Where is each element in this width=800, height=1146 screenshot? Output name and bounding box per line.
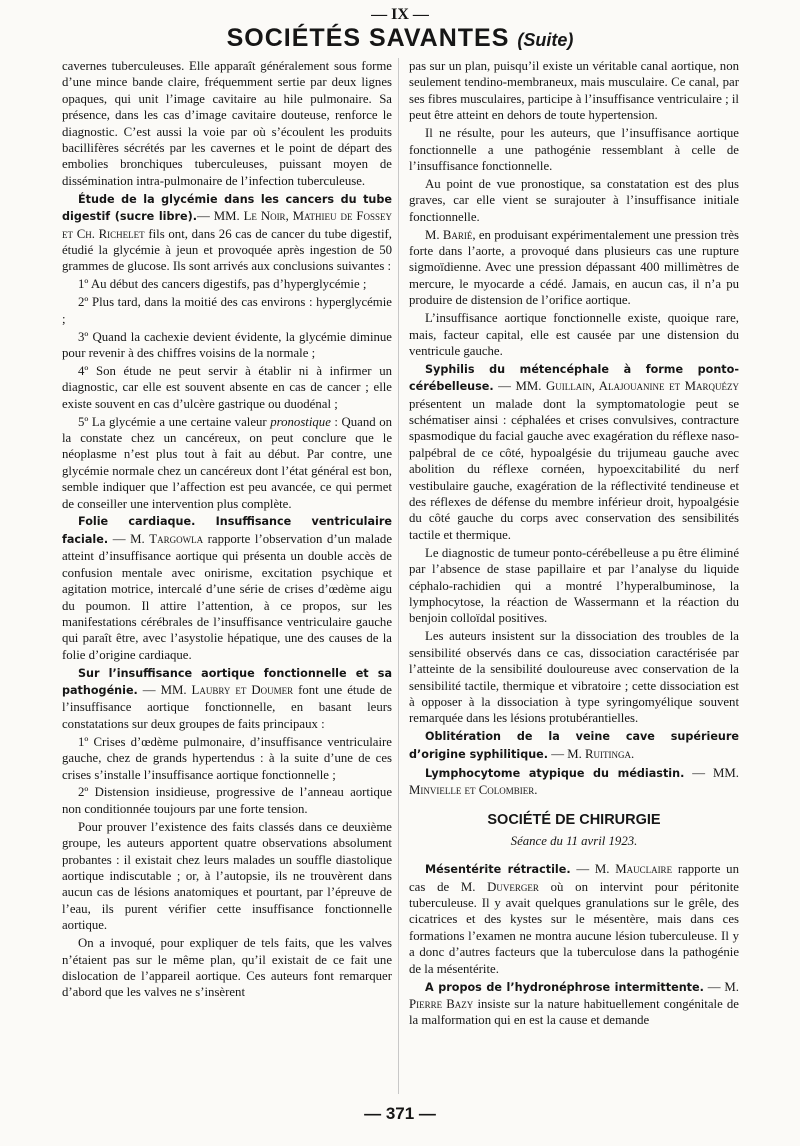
author-names: Targowla [149,531,204,546]
paragraph: On a invoqué, pour expliquer de tels faits, que les valves n’étaient pas sur le même plan, qu’il existait de ce fait une dislocation de l’appareil aortique. Ces auteurs font remarquer d’abord que les valves ne s’insèrent [62,936,392,1000]
society-heading: SOCIÉTÉ DE CHIRURGIE [487,812,661,829]
conclusion-item: 1º Au début des cancers digestifs, pas d’hyperglycémie ; [78,277,367,292]
article-heading: Étude de la glycémie dans les cancers du tube digestif (sucre libre). [62,192,392,224]
author-names: Ruitinga [585,746,632,761]
author-names: Mauclaire [615,862,673,877]
running-title [0,24,800,53]
author-names: Pierre Bazy [409,996,474,1011]
author-names: Guillain, Alajouanine et Marquézy [546,379,739,394]
conclusion-item: 2º Plus tard, dans la moitié des cas environs : hyperglycémie ; [62,295,392,326]
page-number: — 371 — [364,1104,436,1123]
paragraph: cavernes tuberculeuses. Elle apparaît généralement sous forme d’une mince bande claire, fréquemment sertie par deux lignes opaques, qui unit l’image cavitaire au hile pulmonaire. Sa présence, dans les cas d’image cavitaire douteuse, renforce le diagnostic. C’est aussi la voie par où s’écoulent les produits bacillifères sécrétés par les cavernes et le point de départ des embolies bronchiques tuberculeuses, puissant moyen de dissémination intra-pulmonaire de l’infection tuberculeuse. [62,59,392,188]
article-insuffisance-aortique: Sur l’insuffisance aortique fonctionnelle et sa pathogénie. — MM. Laubry et Doumer font une étude de l’insuffisance aortique fonctionnelle, en basant leurs constatations sur deux groupes de faits principaux : [62,666,392,731]
article-heading: Lymphocytome atypique du médiastin. [425,766,685,780]
article-heading: A propos de l’hydronéphrose intermittente. [425,980,704,994]
folio-roman: — IX — [371,6,429,23]
author-names: Laubry et Doumer [191,683,294,698]
fact-item: 2º Distension insidieuse, progressive de l’anneau aortique non conditionnée toujours par une forte tension. [62,785,392,816]
paragraph: Il ne résulte, pour les auteurs, que l’insuffisance aortique fonctionnelle a une pathogénie ressemblant à celle de l’insuffisance fonctionnelle. [409,126,739,173]
paragraph: M. Barié, en produisant expérimentalement une pression très forte dans l’aorte, a provoqué dans plusieurs cas une rupture sigmoïdienne. Avec une pression dépassant 400 millimètres de mercure, le myocarde a cédé. Jamais, en aucun cas, il n’a pu produire de distension de l’orifice aortique. [409,227,739,308]
article-lymphocytome: Lymphocytome atypique du médiastin. — MM. Minvielle et Colombier. [409,765,739,797]
article-hydronephrose: A propos de l’hydronéphrose intermittente. — M. Pierre Bazy insiste sur la nature habituellement congénitale de la malformation qui en est la cause et demande [409,979,739,1028]
session-date: Séance du 11 avril 1923. [510,833,638,848]
paragraph: pas sur un plan, puisqu’il existe un véritable canal aortique, non seulement tendino-membraneux, mais musculaire. Ce canal, par ses fibres musculaires, participe à l’insuffisance ventriculaire ; il peut être atteint en dehors de toute hypertension. [409,59,739,123]
article-heading: Mésentérite rétractile. [425,863,571,877]
article-syphilis: Syphilis du métencéphale à forme ponto-cérébelleuse. — MM. Guillain, Alajouanine et Marquézy présentent un malade dont la symptomatologie peut se schématiser ainsi : céphalées et crises convulsives, contracture spasmodique du facial gauche avec exagération du réflexe naso-palpébral de ce côté, hypoalgésie du trijumeau gauche avec abolition du réflexe cornéen, hypoexcitabilité du nerf vestibulaire gauche, exagération de la réflectivité tendineuse et des réflexes de défense du membre inférieur droit, hypoalgésie du côté gauche du corps avec conservation des sensibilités tactile et thermique. [409,362,739,542]
column-divider [398,58,399,1094]
left-column [62,58,392,1098]
paragraph: Les auteurs insistent sur la dissociation des troubles de la sensibilité observés dans ce cas, dissociation caractérisée par l’atteinte de la sensibilité douloureuse avec conservation de la sensibilité tactile, thermique et vibratoire ; cette dissociation est à opposer à la dissociation à type syringomyélique souvent remarquée dans les lésions protubérantielles. [409,629,739,726]
section-suite: (Suite) [517,30,574,50]
article-heading: Folie cardiaque. Insuffisance ventriculaire faciale. [62,515,392,546]
author-names: Duverger [487,879,539,894]
article-heading: Sur l’insuffisance aortique fonctionnelle et sa pathogénie. [62,666,392,698]
conclusion-item: 5º La glycémie a une certaine valeur pronostique : Quand on la constate chez un cancéreux, on peut conclure que le néoplasme n’est plus tout à fait au début. Par contre, une glycémie normale chez un cancéreux dont l’état général est bon, semble indiquer que l’affection est peu avancée, ce qui permet de conseiller une intervention plus complète. [62,414,392,511]
article-heading: Oblitération de la veine cave supérieure d’origine syphilitique. [409,730,739,761]
article-heading: Syphilis du métencéphale à forme ponto-cérébelleuse. [409,362,739,394]
paragraph: Le diagnostic de tumeur ponto-cérébelleuse a pu être éliminé par l’absence de stase papillaire et par l’analyse du liquide céphalo-rachidien qui a montré l’hyperalbuminose, la lymphocytose, la réaction de Wassermann et la réaction du benjoin colloïdal positives. [409,545,739,626]
right-column [409,58,739,1098]
author-names: Barié [442,227,473,242]
paragraph: L’insuffisance aortique fonctionnelle existe, quoique rare, mais, facteur capital, elle est causée par une distension du ventricule gauche. [409,311,739,358]
article-mesenterite: Mésentérite rétractile. — M. Mauclaire rapporte un cas de M. Duverger où on intervint pour péritonite tuberculeuse. Il y avait quelques granulations sur le grêle, des cicatrices et des kystes sur le mésentère, mais dans ces formations l’examen ne montra aucune lésion tuberculeuse. Il y a donc d’autres facteurs que la tuberculose dans la pathogénie de la mésentérite. [409,862,739,976]
author-names: Minvielle et Colombier [409,782,535,797]
conclusion-item: 3º Quand la cachexie devient évidente, la glycémie diminue pour revenir à des chiffres voisins de la normale ; [62,329,392,360]
fact-item: 1º Crises d’œdème pulmonaire, d’insuffisance ventriculaire gauche, chez de grands hypertendus : à la suite d’une de ces crises s’installe l’insuffisance aortique fonctionnelle ; [62,734,392,782]
paragraph: Au point de vue pronostique, sa constatation est des plus graves, car elle vient se surajouter à l’insuffisance initiale fonctionnelle. [409,176,739,224]
author-names: Le Noir, Mathieu de Fossey et Ch. Richelet [62,209,392,241]
article-obliteration: Oblitération de la veine cave supérieure d’origine syphilitique. — M. Ruitinga. [409,730,739,761]
article-folie-cardiaque: Folie cardiaque. Insuffisance ventriculaire faciale. — M. Targowla rapporte l’observation d’un malade atteint d’insuffisance aortique qui présenta un double accès de confusion mentale avec onirisme, excitation psychique et agitation motrice, intercalé d’une série de crises d’œdème aigu du poumon. Il attire l’attention, à ce propos, sur les manifestations cérébrales de l’insuffisance ventriculaire gauche qui paraît être, avec l’asystolie hépatique, une des causes de la folie d’origine cardiaque. [62,515,392,662]
paragraph: Pour prouver l’existence des faits classés dans ce deuxième groupe, les auteurs apportent quatre observations absolument probantes : il existait chez leurs malades un souffle diastolique aortique indiscutable ; or, à l’autopsie, ils ne trouvèrent dans aucun cas de lésions anatomiques et pourtant, par l’épreuve de l’eau, ils purent vérifier cette insuffisance fonctionnelle aortique. [62,819,392,933]
conclusion-item: 4º Son étude ne peut servir à établir ni à infirmer un diagnostic, car elle est souvent absente en cas de cancer ; elle existe souvent en cas d’ulcère gastrique ou duodénal ; [62,363,392,411]
section-title: SOCIÉTÉS SAVANTES [226,24,510,52]
article-glycemie: Étude de la glycémie dans les cancers du tube digestif (sucre libre).— MM. Le Noir, Mathieu de Fossey et Ch. Richelet fils ont, dans 26 cas de cancer du tube digestif, étudié la glycémie à jeun et provoquée après ingestion de 50 grammes de glucose. Ils sont arrivés aux conclusions suivantes : [62,192,392,274]
